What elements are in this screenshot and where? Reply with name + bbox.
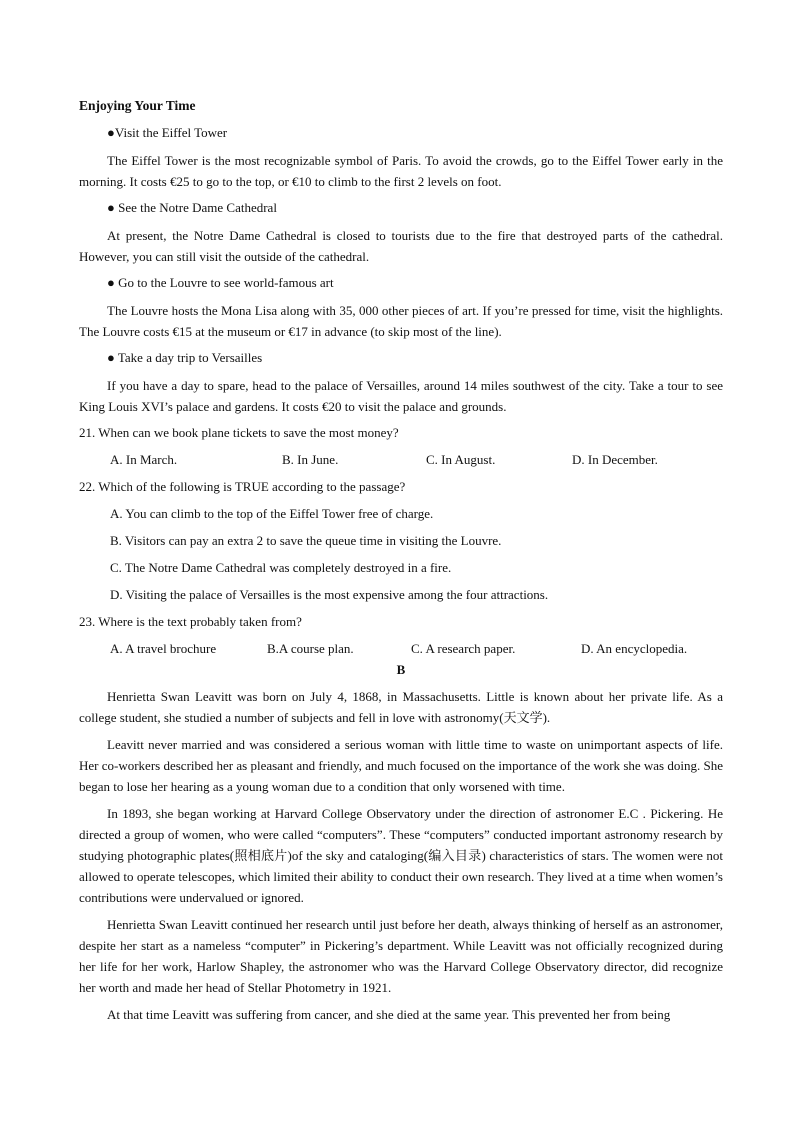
question-22: 22. Which of the following is TRUE according to the passage? — [79, 479, 406, 494]
q22-option-d: D. Visiting the palace of Versailles is the most expensive among the four attractions. — [110, 587, 549, 602]
question-21-options — [110, 450, 723, 470]
paragraph-louvre: The Louvre hosts the Mona Lisa along with 35, 000 other pieces of art. If you’re pressed for time, visit the highlights. The Louvre costs €15 at the museum or €17 in advance (to skip most of the line). — [79, 303, 723, 339]
passage-b-paragraph: At that time Leavitt was suffering from cancer, and she died at the same year. This prevented her from being — [107, 1007, 671, 1022]
section-b-label: B — [396, 662, 406, 677]
q21-option-a: A. In March. — [110, 452, 178, 467]
passage-b-paragraph: Leavitt never married and was considered a serious woman with little time to waste on unimportant aspects of life. Her co-workers described her as pleasant and friendly, and much focused on the importance of the work she was doing. She began to lose her hearing as a young woman due to a condition that only worsened with time. — [79, 737, 723, 794]
q21-option-c: C. In August. — [426, 452, 496, 467]
passage-b-paragraph: Henrietta Swan Leavitt continued her research until just before her death, always thinking of herself as an astronomer, despite her start as a nameless “computer” in Pickering’s department. While Leavitt was not officially recognized during her life for her work, Harlow Shapley, the astronomer who was the Harvard College Observatory director, did recognize her worth and made her head of Stellar Photometry in 1921. — [79, 917, 723, 995]
bullet-versailles: ● Take a day trip to Versailles — [107, 350, 263, 365]
q21-option-b: B. In June. — [282, 452, 339, 467]
q23-option-c: C. A research paper. — [411, 641, 516, 656]
bullet-louvre: ● Go to the Louvre to see world-famous art — [107, 275, 334, 290]
q22-option-a: A. You can climb to the top of the Eiffel Tower free of charge. — [110, 506, 434, 521]
section-heading: Enjoying Your Time — [79, 98, 196, 113]
document-page — [79, 96, 723, 1031]
bullet-eiffel: ●Visit the Eiffel Tower — [107, 125, 228, 140]
question-21: 21. When can we book plane tickets to save the most money? — [79, 425, 399, 440]
q23-option-b: B.A course plan. — [267, 641, 354, 656]
q22-option-c: C. The Notre Dame Cathedral was completely destroyed in a fire. — [110, 560, 452, 575]
passage-b-paragraph: Henrietta Swan Leavitt was born on July 4, 1868, in Massachusetts. Little is known about her private life. As a college student, she studied a number of subjects and fell in love with astronomy(天文学). — [79, 689, 723, 725]
question-23-options — [110, 639, 723, 659]
passage-b-paragraph: In 1893, she began working at Harvard College Observatory under the direction of astronomer E.C . Pickering. He directed a group of women, who were called “computers”. These “computers” conducted important astronomy research by studying photographic plates(照相底片)of the sky and cataloging(编入目录) characteristics of stars. The women were not allowed to operate telescopes, which limited their ability to conduct their own research. They lived at a time when women’s contributions were undervalued or ignored. — [79, 806, 723, 905]
paragraph-versailles: If you have a day to spare, head to the palace of Versailles, around 14 miles southwest of the city. Take a tour to see King Louis XVI’s palace and gardens. It costs €20 to visit the palace and grounds. — [79, 378, 723, 414]
q21-option-d: D. In December. — [572, 452, 658, 467]
question-23: 23. Where is the text probably taken from? — [79, 614, 302, 629]
q23-option-a: A. A travel brochure — [110, 641, 217, 656]
paragraph-eiffel: The Eiffel Tower is the most recognizable symbol of Paris. To avoid the crowds, go to the Eiffel Tower early in the morning. It costs €25 to go to the top, or €10 to climb to the first 2 levels on foot. — [79, 153, 723, 189]
q22-option-b: B. Visitors can pay an extra 2 to save the queue time in visiting the Louvre. — [110, 533, 502, 548]
q23-option-d: D. An encyclopedia. — [581, 641, 688, 656]
paragraph-notre-dame: At present, the Notre Dame Cathedral is closed to tourists due to the fire that destroyed parts of the cathedral. However, you can still visit the outside of the cathedral. — [79, 228, 723, 264]
bullet-notre-dame: ● See the Notre Dame Cathedral — [107, 200, 277, 215]
